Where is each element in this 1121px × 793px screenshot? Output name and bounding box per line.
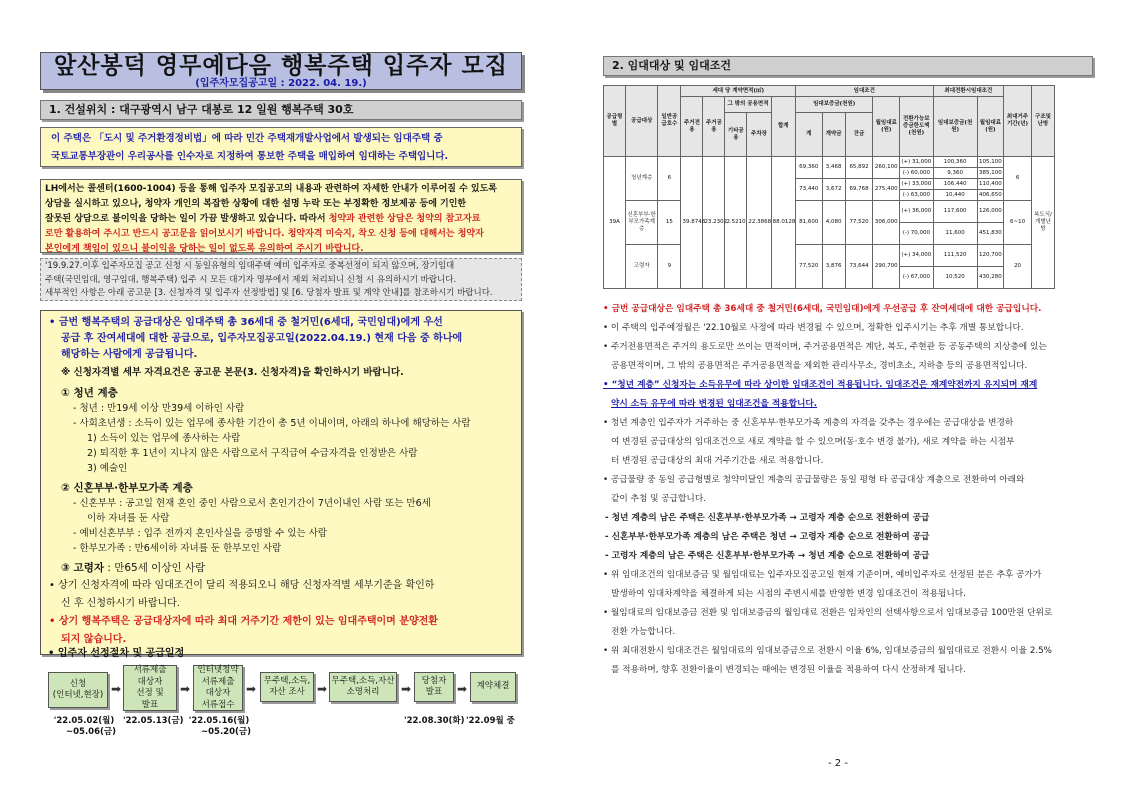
process-step-winner-announcement: 당첨자 발표 [414, 672, 454, 702]
cell-conv: (-) 60,000 [900, 168, 934, 179]
cell-max-monthly: 105,100 [977, 157, 1004, 168]
note-item-youth-income: • “청년 계층” 신청자는 소득유무에 따라 상이한 임대조건이 적용됩니다. 임대조건은 재계약전까지 유지되며 재계 [603, 380, 1038, 390]
cell-max-deposit: 10,520 [933, 267, 977, 289]
cell-deposit-total: 69,360 [795, 157, 822, 179]
cell-period-youth: 6 [1004, 157, 1032, 201]
youth-heading: ① 청년 계층 [61, 387, 118, 399]
notice2-line: 상담을 실시하고 있으나, 청약자 개인의 복잡한 상황에 대한 설명 누락 또는 부정확한 정보제공 등에 기인한 [45, 199, 467, 209]
schedule-date-contract: '22.09월 중 [466, 716, 515, 726]
notice1-line: 이 주택은 「도시 및 주거환경정비법」에 따라 민간 주택재개발사업에서 발생되는 임대주택 중 [51, 133, 443, 144]
conversion-rule: - 신혼부부·한부모가족 계층의 남은 주택은 청년 → 고령자 계층 순으로 전환하여 공급 [605, 532, 930, 542]
cell-deposit-balance: 65,892 [845, 157, 873, 179]
schedule-date-selection: '22.05.13(금) [123, 716, 184, 726]
eligibility-note: ※ 신청자격별 세부 자격요건은 공고문 본문(3. 신청자격)을 확인하시기 바랍니다. [61, 367, 404, 378]
notice1-line: 국토교통부장관이 우리공사를 인수자로 지정하여 통보한 주택을 매입하여 임대하는 주택입니다. [51, 151, 449, 162]
th-other: 기타공용 [725, 113, 747, 157]
cell-max-monthly: 430,280 [977, 267, 1004, 289]
note-item: • 청년 계층인 입주자가 거주하는 중 신혼부부·한부모가족 계층의 자격을 갖추는 경우에는 공급대상을 변경하 [603, 418, 1014, 428]
announcement-title-box [40, 52, 522, 90]
page-number: - 2 - [828, 758, 848, 769]
process-step-document-selection: 서류제출 대상자 선정 및 발표 [123, 665, 177, 711]
cell-area-other: 2.5210 [725, 157, 747, 289]
cell-conv: (+) 31,000 [900, 157, 934, 168]
cell-target-newlywed: 신혼부부·한부모가족계층 [625, 201, 657, 245]
youth-item: - 사회초년생 : 소득이 있는 업무에 종사한 기간이 총 5년 이내이며, 아래의 하나에 해당하는 사람 [73, 418, 471, 429]
cell-deposit-balance: 69,768 [845, 179, 873, 201]
newlywed-item: - 한부모가족 : 만6세이하 자녀를 둔 한부모인 사람 [73, 543, 282, 554]
cell-conv: (-) 67,000 [900, 267, 934, 289]
section2-title: 2. 임대대상 및 임대조건 [603, 56, 1093, 76]
cell-max-monthly: 110,400 [977, 179, 1004, 190]
note-item: • 주거전용면적은 주거의 용도로만 쓰이는 면적이며, 주거공용면적은 계단, 복도, 주현관 등 공동주택의 지상층에 있는 [603, 342, 1047, 352]
schedule-date-submission: '22.05.16(월) ~05.20(금) [188, 716, 251, 737]
youth-subitem: 3) 예술인 [87, 463, 128, 474]
process-step-document-submission: 인터넷청약 서류제출 대상자 서류접수 [193, 665, 243, 711]
cell-max-deposit: 9,360 [933, 168, 977, 179]
cell-deposit-total: 77,520 [795, 245, 822, 289]
arrow-icon: ➡ [111, 682, 122, 696]
eligibility-box [40, 310, 522, 655]
note-item: • 공급물량 중 동일 공급형별로 청약미달인 계층의 공급물량은 동일 평형 타 공급대상 계층으로 전환하여 아래와 [603, 475, 1025, 485]
notice2-line: 로만 활용하여 주시고 반드시 공고문을 읽어보시기 바랍니다. 청약자격 미숙지, 착오 신청 등에 대해서는 청약자 [45, 229, 484, 239]
cell-deposit-contract: 3,876 [822, 245, 845, 289]
cell-deposit-balance: 73,644 [845, 245, 873, 289]
page-title: 앞산봉덕 영무예다음 행복주택 입주자 모집 [54, 53, 508, 79]
note-item: 발생하여 임대차계약을 체결하게 되는 시점의 주변시세를 반영한 변경 임대조건이 적용됩니다. [611, 589, 966, 599]
note-item: 같이 추첨 및 공급합니다. [611, 494, 706, 504]
cell-monthly: 260,100 [873, 157, 900, 179]
process-step-apply: 신청 (인터넷,현장) [48, 672, 108, 708]
note-item: 터 변경된 공급대상의 최대 거주기간을 새로 적용합니다. [611, 456, 824, 466]
th-exclusive: 주거전용 [681, 97, 703, 157]
notice2-line: LH에서는 콜센터(1600-1004) 등을 통해 입주자 모집공고의 내용과 관련하여 자세한 안내가 이루어질 수 있도록 [45, 184, 497, 194]
cell-deposit-total: 73,440 [795, 179, 822, 201]
newlywed-heading: ② 신혼부부·한부모가족 계층 [61, 482, 193, 494]
note-item-youth-income: 약시 소득 유무에 따라 변경된 임대조건을 적용합니다. [611, 399, 818, 409]
th-total: 합계 [771, 97, 795, 157]
notice2-line: 본인에게 책임이 있으니 불이익을 당하는 일이 없도록 유의하여 주시기 바랍니다. [45, 244, 364, 254]
conversion-rule: - 청년 계층의 남은 주택은 신혼부부·한부모가족 → 고령자 계층 순으로 전환하여 공급 [605, 513, 930, 523]
th-area-group: 세대 당 계약면적(㎡) [681, 86, 796, 97]
arrow-icon: ➡ [401, 682, 412, 696]
process-step-investigation: 무주택,소득, 자산 조사 [260, 672, 314, 702]
cell-area-common: 23.2302 [703, 157, 725, 289]
cell-monthly: 306,000 [873, 201, 900, 245]
elderly-heading: ③ 고령자 : 만65세 이상인 사람 [61, 562, 206, 574]
th-max-conv-group: 최대전환시임대조건 [933, 86, 1004, 97]
notice3-line: 세부적인 사항은 아래 공고문 [3. 신청자격 및 입주자 선정방법] 및 [6. 당첨자 발표 및 계약 안내]를 참조하시기 바랍니다. [45, 288, 493, 298]
cell-households-elderly: 9 [658, 245, 681, 289]
cell-structure: 복도식/개별난방 [1031, 157, 1054, 289]
youth-subitem: 2) 퇴직한 후 1년이 지나지 않은 사람으로서 구직급여 수급자격을 인정받은 사람 [87, 448, 418, 459]
cell-conv: (+) 33,000 [900, 179, 934, 190]
th-target: 공급대상 [625, 86, 657, 157]
th-conv-limit: 전환가능보증금한도액(천원) [900, 97, 934, 157]
cell-conv: (-) 63,000 [900, 190, 934, 201]
cell-max-deposit: 106,440 [933, 179, 977, 190]
th-supply-type: 공급형별 [604, 86, 626, 157]
arrow-icon: ➡ [317, 682, 328, 696]
th-structure: 구조및난방 [1031, 86, 1054, 157]
cell-area-exclusive: 39.8748 [681, 157, 703, 289]
cell-deposit-contract: 4,080 [822, 201, 845, 245]
cell-households-youth: 6 [658, 157, 681, 201]
arrow-icon: ➡ [246, 682, 257, 696]
note-item: 를 적용하며, 향후 전환이율이 변경되는 때에는 변경된 이율을 적용하여 다시 산정하게 됩니다. [611, 665, 966, 675]
note-item: • 이 주택의 입주예정월은 '22.10월로 사정에 따라 변경될 수 있으며, 정확한 입주시기는 추후 개별 통보합니다. [603, 323, 1024, 333]
cell-area-total: 88.0128 [771, 157, 795, 289]
cell-period-newlywed: 6~10 [1004, 201, 1032, 245]
cell-households-newlywed: 15 [658, 201, 681, 245]
youth-subitem: 1) 소득이 있는 업무에 종사하는 사람 [87, 433, 241, 444]
eligibility-lead: • 금번 행복주택의 공급대상은 임대주택 총 36세대 중 철거민(6세대, 국민임대)에게 우선 [49, 317, 443, 328]
schedule-date-apply: '22.05.02(월) ~05.06(금) [53, 716, 116, 737]
notice-purchase-housing [40, 127, 522, 167]
section1-location: 1. 건설위치 : 대구광역시 남구 대봉로 12 일원 행복주택 30호 [40, 100, 522, 120]
th-max-period: 최대거주기간(년) [1004, 86, 1032, 157]
eligibility-paragraph: • 상기 신청자격에 따라 임대조건이 달리 적용되오니 해당 신청자격별 세부기준을 확인하 [49, 580, 435, 591]
conversion-rule: - 고령자 계층의 남은 주택은 신혼부부·한부모가족 → 청년 계층 순으로 전환하여 공급 [605, 551, 930, 561]
process-step-clarification: 무주택,소득,자산 소명처리 [329, 672, 397, 702]
newlywed-item: 이하 자녀를 둔 사람 [87, 513, 170, 524]
eligibility-paragraph: 신 후 신청하시기 바랍니다. [61, 598, 180, 609]
note-item: 전환 가능합니다. [611, 627, 676, 637]
eligibility-warning: • 상기 행복주택은 공급대상자에 따라 최대 거주기간 제한이 있는 임대주택이며 분양전환 [49, 616, 438, 627]
eligibility-warning: 되지 않습니다. [61, 634, 127, 645]
note-item: • 금번 공급대상은 임대주택 총 36세대 중 철거민(6세대, 국민임대)에게 우선공급 후 잔여세대에 대한 공급입니다. [603, 304, 1042, 314]
note-item: 공용면적이며, 그 밖의 공용면적은 주거공용면적을 제외한 관리사무소, 경비초소, 지하층 등의 공용면적입니다. [611, 361, 1028, 371]
cell-max-monthly: 406,650 [977, 190, 1004, 201]
notice2-line: 잘못된 상담으로 불이익을 당하는 일이 가끔 발생하고 있습니다. 따라서 청약과 관련한 상담은 청약의 참고자료 [45, 214, 481, 224]
eligibility-lead: 해당하는 사람에게 공급됩니다. [61, 349, 198, 360]
newlywed-item: - 예비신혼부부 : 입주 전까지 혼인사실을 증명할 수 있는 사람 [73, 528, 328, 539]
cell-deposit-contract: 3,468 [822, 157, 845, 179]
notice-duplicate-selection [40, 258, 522, 301]
schedule-date-winner: '22.08.30(화) [404, 716, 465, 726]
rent-notes [603, 300, 1093, 680]
th-monthly: 월임대료(원) [873, 97, 900, 157]
th-general-households: 일반공급호수 [658, 86, 681, 157]
arrow-icon: ➡ [457, 682, 468, 696]
note-item: • 위 임대조건의 임대보증금 및 월임대료는 입주자모집공고일 현재 기준이며, 예비입주자로 선정된 분은 추후 공가가 [603, 570, 1042, 580]
cell-max-deposit: 111,520 [933, 245, 977, 267]
note-item: 여 변경된 공급대상의 임대조건으로 새로 계약을 할 수 있으며(동·호수 변경 불가), 새로 계약을 하는 시점부 [611, 437, 1015, 447]
cell-monthly: 290,700 [873, 245, 900, 289]
cell-deposit-balance: 77,520 [845, 201, 873, 245]
th-rent-group: 임대조건 [795, 86, 933, 97]
eligibility-lead: 공급 후 잔여세대에 대한 공급으로, 입주자모집공고일(2022.04.19.) 현재 다음 중 하나에 [61, 333, 463, 344]
note-item: • 월임대료의 임대보증금 전환 및 임대보증금의 월임대료 전환은 임차인의 선택사항으로서 임대보증금 100만원 단위로 [603, 608, 1053, 618]
notice3-line: '19.9.27.이후 입주자모집 공고 신청 시 동일유형의 임대주택 예비 입주자로 중복선정이 되지 않으며, 장기임대 [45, 261, 455, 271]
th-deposit-group: 임대보증금(천원) [795, 97, 872, 113]
notice-callcenter [40, 179, 522, 253]
th-dep-total: 계 [795, 113, 822, 157]
newlywed-item: - 신혼부부 : 공고일 현재 혼인 중인 사람으로서 혼인기간이 7년이내인 사람 또는 만6세 [73, 498, 431, 509]
announcement-date: (입주자모집공고일 : 2022. 04. 19.) [195, 78, 367, 89]
cell-period-elderly: 20 [1004, 245, 1032, 289]
note-item: • 위 최대전환시 임대조건은 월임대료의 임대보증금으로 전환시 이율 6%, 임대보증금의 월임대료로 전환시 이율 2.5% [603, 646, 1052, 656]
cell-deposit-total: 81,600 [795, 201, 822, 245]
cell-max-monthly: 385,100 [977, 168, 1004, 179]
cell-deposit-contract: 3,672 [822, 179, 845, 201]
th-max-monthly: 월임대료(원) [977, 97, 1004, 157]
th-dep-contract: 계약금 [822, 113, 845, 157]
notice3-line: 주택(국민임대, 영구임대, 행복주택) 입주 시 모든 대기자 명부에서 제외 처리되니 신청 시 유의하시기 바랍니다. [45, 274, 457, 285]
cell-max-deposit: 100,360 [933, 157, 977, 168]
th-max-deposit: 임대보증금(천원) [933, 97, 977, 157]
arrow-icon: ➡ [180, 682, 191, 696]
cell-max-monthly: 126,000 [977, 201, 1004, 223]
th-other-common: 그 밖의 공용면적 [725, 97, 771, 113]
th-common: 주거공용 [703, 97, 725, 157]
cell-conv: (+) 34,000 [900, 245, 934, 267]
th-parking: 주차장 [747, 113, 771, 157]
cell-monthly: 275,400 [873, 179, 900, 201]
cell-max-deposit: 10,440 [933, 190, 977, 201]
rent-conditions-table [603, 85, 1083, 289]
cell-max-monthly: 120,700 [977, 245, 1004, 267]
cell-target-youth: 청년계층 [625, 157, 657, 201]
process-title: • 입주자 선정절차 및 공급일정 [48, 648, 185, 659]
cell-area-parking: 22.3868 [747, 157, 771, 289]
youth-item: - 청년 : 만19세 이상 만39세 이하인 사람 [73, 403, 245, 414]
cell-conv: (+) 36,000 [900, 201, 934, 223]
cell-max-deposit: 117,600 [933, 201, 977, 223]
cell-max-deposit: 11,600 [933, 223, 977, 245]
process-step-contract: 계약체결 [470, 672, 516, 702]
cell-max-monthly: 451,830 [977, 223, 1004, 245]
cell-target-elderly: 고령자 [625, 245, 657, 289]
th-dep-balance: 잔금 [845, 113, 873, 157]
cell-type: 39A [604, 157, 626, 289]
cell-conv: (-) 70,000 [900, 223, 934, 245]
